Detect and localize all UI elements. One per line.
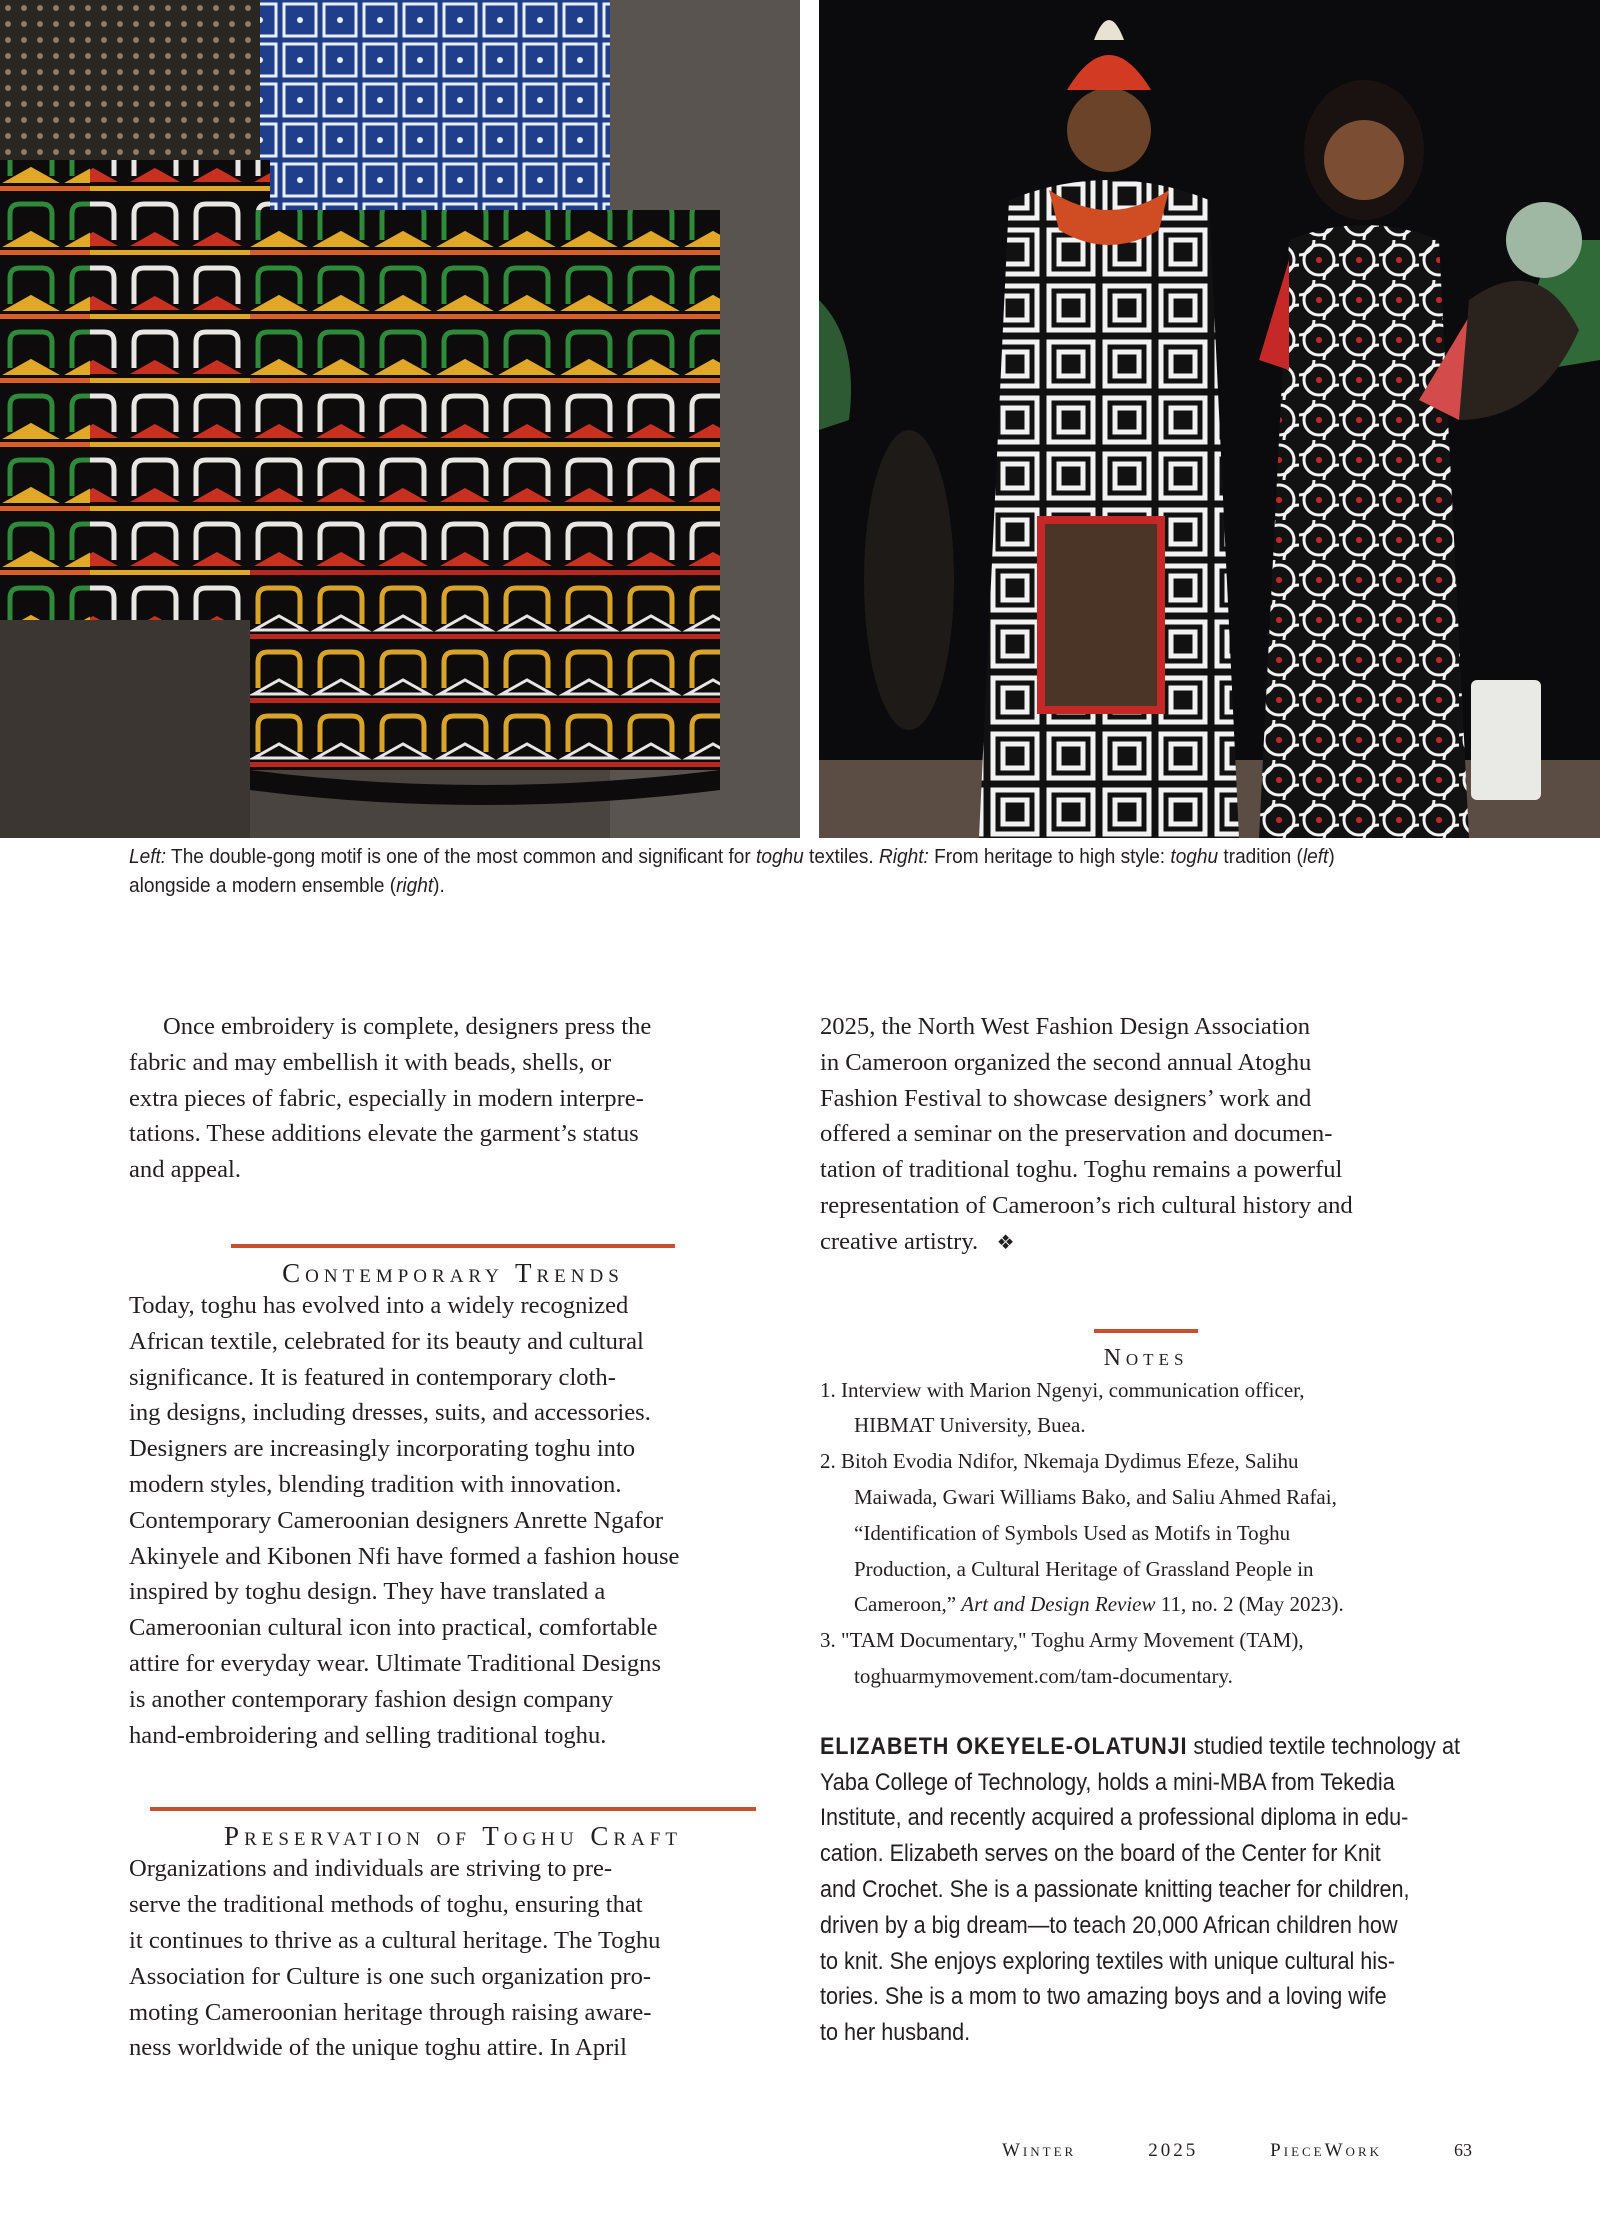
- text-line: ing designs, including dresses, suits, and accessories.: [129, 1399, 651, 1427]
- text-line: ness worldwide of the unique toghu attire. In April: [129, 2034, 627, 2062]
- end-mark-icon: ❖: [996, 1229, 1015, 1254]
- intro-line: extra pieces of fabric, especially in modern interpre-: [129, 1084, 644, 1112]
- note-line: HIBMAT University, Buea.: [854, 1413, 1086, 1438]
- festival-paragraph: [820, 1009, 1472, 1261]
- bio-line: Yaba College of Technology, holds a mini-MBA from Tekedia: [820, 1768, 1395, 1796]
- text-line: moting Cameroonian heritage through raising aware-: [129, 1998, 652, 2026]
- notes-list: [820, 1373, 1472, 1695]
- note-line: “Identification of Symbols Used as Motifs in Toghu: [854, 1520, 1291, 1545]
- note-line: [820, 1587, 1472, 1623]
- author-name: ELIZABETH OKEYELE-OLATUNJI: [820, 1732, 1188, 1760]
- text-line: representation of Cameroon’s rich cultural history and: [820, 1191, 1353, 1219]
- section-rule: [231, 1244, 675, 1248]
- caption-right-text-2: tradition (: [1218, 845, 1303, 868]
- contemporary-trends-paragraph: [129, 1288, 777, 1753]
- page-number: 63: [1454, 2140, 1472, 2160]
- text-line: in Cameroon organized the second annual Atoghu: [820, 1048, 1312, 1076]
- caption-left-text-2: textiles.: [803, 845, 879, 868]
- text-line: it continues to thrive as a cultural heritage. The Toghu: [129, 1926, 661, 1954]
- couple-illustration: [819, 0, 1600, 838]
- text-line: is another contemporary fashion design company: [129, 1685, 614, 1713]
- note-citation-suffix: 11, no. 2 (May 2023).: [1155, 1592, 1344, 1617]
- bio-line: [820, 1729, 1468, 1765]
- bio-line: driven by a big dream—to teach 20,000 African children how: [820, 1911, 1398, 1939]
- text-line: serve the traditional methods of toghu, ensuring that: [129, 1891, 643, 1919]
- note-item: [820, 1373, 1472, 1445]
- note-line: Maiwada, Gwari Williams Bako, and Saliu Ahmed Rafai,: [854, 1484, 1337, 1509]
- bio-line: and Crochet. She is a passionate knitting teacher for children,: [820, 1875, 1410, 1903]
- text-line: Akinyele and Kibonen Nfi have formed a fashion house: [129, 1542, 680, 1570]
- bio-line: cation. Elizabeth serves on the board of the Center for Knit: [820, 1840, 1381, 1868]
- bio-line: to her husband.: [820, 2019, 971, 2047]
- bio-text: studied textile technology at: [1187, 1732, 1460, 1760]
- text-line: modern styles, blending tradition with innovation.: [129, 1470, 622, 1498]
- caption-left-text-1: The double-gong motif is one of the most common and significant for: [166, 845, 757, 868]
- author-bio: [820, 1729, 1468, 2051]
- section-heading-preservation: Preservation of Toghu Craft: [224, 1821, 682, 1852]
- photo-caption: [129, 842, 1375, 900]
- photo-toghu-heritage-and-modern-ensemble: [819, 0, 1600, 838]
- intro-paragraph: [129, 1009, 777, 1188]
- note-line: Production, a Cultural Heritage of Grassland People in: [854, 1556, 1314, 1581]
- text-line: [820, 1224, 1472, 1261]
- bio-line: to knit. She enjoys exploring textiles with unique cultural his-: [820, 1947, 1396, 1975]
- page-footer: [1002, 2140, 1472, 2162]
- caption-left-term: toghu: [756, 845, 804, 868]
- text-line: tation of traditional toghu. Toghu remains a powerful: [820, 1156, 1343, 1184]
- text-line: Today, toghu has evolved into a widely recognized: [129, 1291, 629, 1319]
- caption-left-label: Left:: [129, 845, 167, 868]
- notes-rule: [1094, 1329, 1198, 1333]
- intro-line: fabric and may embellish it with beads, shells, or: [129, 1048, 612, 1076]
- caption-left-word: left: [1302, 845, 1329, 868]
- note-item: [820, 1623, 1472, 1695]
- text-line: African textile, celebrated for its beauty and cultural: [129, 1327, 644, 1355]
- caption-right-term: toghu: [1170, 845, 1219, 868]
- article-column-left: [129, 1009, 777, 2066]
- caption-right-word: right: [396, 874, 434, 897]
- article-column-right: [820, 1009, 1472, 2051]
- intro-line: Once embroidery is complete, designers press the: [163, 1013, 652, 1040]
- caption-right-text-4: ).: [433, 874, 445, 897]
- intro-line: and appeal.: [129, 1156, 241, 1184]
- text-line: offered a seminar on the preservation and documen-: [820, 1120, 1333, 1148]
- caption-right-text-1: From heritage to high style:: [928, 845, 1171, 868]
- notes-heading: Notes: [1103, 1344, 1189, 1371]
- bio-line: Institute, and recently acquired a professional diploma in edu-: [820, 1804, 1409, 1832]
- note-citation-title: Art and Design Review: [961, 1592, 1156, 1617]
- section-rule: [150, 1807, 756, 1811]
- text-line: inspired by toghu design. They have translated a: [129, 1578, 606, 1606]
- text-line: attire for everyday wear. Ultimate Traditional Designs: [129, 1649, 662, 1677]
- intro-line: tations. These additions elevate the garment’s status: [129, 1120, 639, 1148]
- textile-illustration: [0, 0, 800, 838]
- footer-year: 2025: [1148, 2140, 1199, 2161]
- text-line: hand-embroidering and selling traditional toghu.: [129, 1721, 607, 1749]
- preservation-paragraph: [129, 1851, 777, 2066]
- text-line: Contemporary Cameroonian designers Anrette Ngafor: [129, 1506, 664, 1534]
- note-line: toghuarmymovement.com/tam-documentary.: [854, 1663, 1233, 1688]
- caption-right-label: Right:: [878, 845, 929, 868]
- text-line: Designers are increasingly incorporating toghu into: [129, 1435, 636, 1463]
- photo-toghu-double-gong-textile: [0, 0, 800, 838]
- text-line: Fashion Festival to showcase designers’ work and: [820, 1084, 1312, 1112]
- footer-season: Winter: [1002, 2140, 1077, 2161]
- note-line: 1. Interview with Marion Ngenyi, communication officer,: [820, 1377, 1305, 1402]
- footer-magazine: PieceWork: [1270, 2140, 1383, 2161]
- text-line: Cameroonian cultural icon into practical, comfortable: [129, 1614, 658, 1642]
- text-line: Association for Culture is one such organization pro-: [129, 1962, 652, 1990]
- caption-right-text-3: ) alongside a modern ensemble (: [129, 845, 1335, 897]
- text-line: Organizations and individuals are striving to pre-: [129, 1855, 613, 1883]
- text-line: 2025, the North West Fashion Design Association: [820, 1013, 1311, 1040]
- bio-line: tories. She is a mom to two amazing boys and a loving wife: [820, 1983, 1387, 2011]
- section-heading-contemporary-trends: Contemporary Trends: [282, 1257, 624, 1288]
- note-item: [820, 1444, 1472, 1623]
- text-line: significance. It is featured in contemporary cloth-: [129, 1363, 616, 1391]
- note-line: 3. "TAM Documentary," Toghu Army Movement (TAM),: [820, 1628, 1304, 1653]
- text-line-final: creative artistry.: [820, 1227, 979, 1255]
- note-citation-prefix: Cameroon,”: [854, 1592, 962, 1617]
- note-line: 2. Bitoh Evodia Ndifor, Nkemaja Dydimus Efeze, Salihu: [820, 1449, 1299, 1474]
